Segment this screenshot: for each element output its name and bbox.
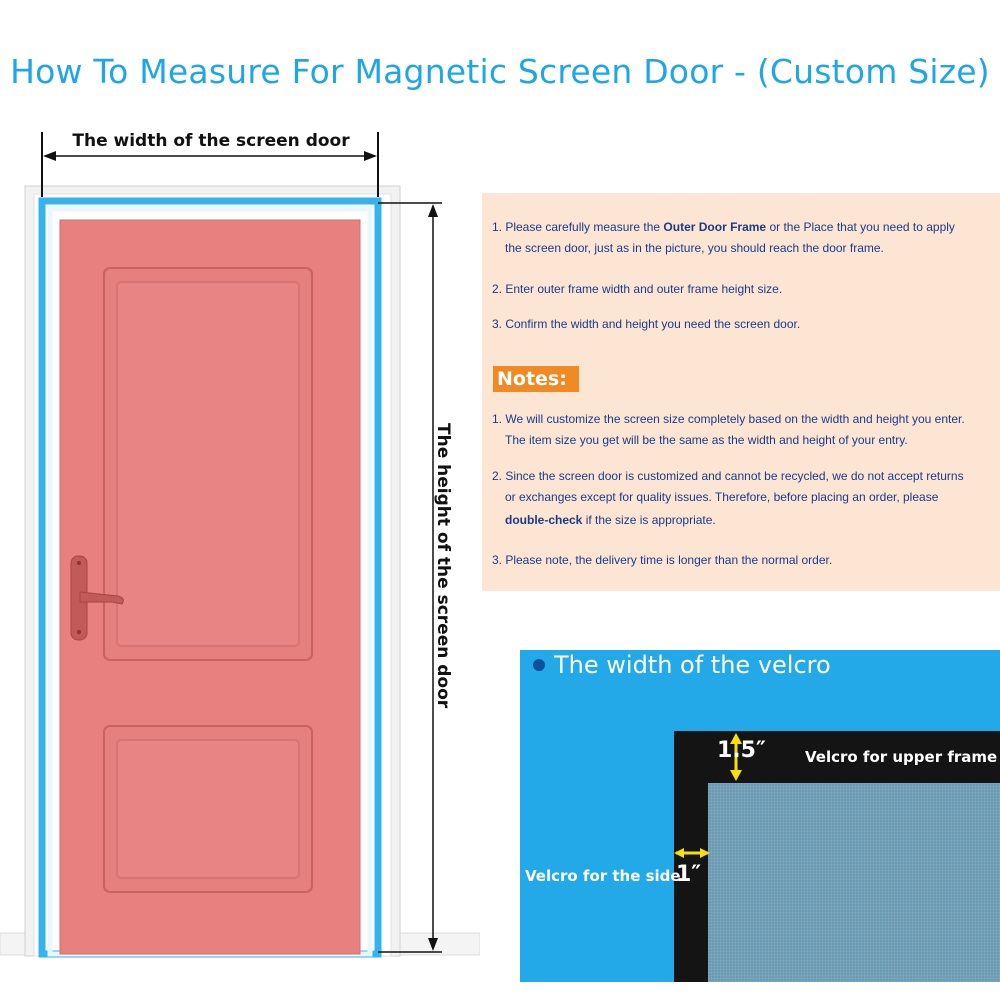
upper-velcro-label: Velcro for upper frame (805, 748, 998, 766)
note-2-line3: double-check if the size is appropriate. (505, 513, 716, 527)
door-lower-panel-inner (117, 740, 299, 878)
velcro-title: The width of the velcro (554, 651, 831, 679)
instructions-panel (482, 193, 1000, 591)
double-check-highlight: double-check (505, 513, 583, 527)
instruction-step-2: 2. Enter outer frame width and outer frame height size. (492, 282, 783, 296)
height-label: The height of the screen door (433, 423, 453, 709)
side-velcro-dimension: 1″ (676, 862, 702, 887)
note-2: 2. Since the screen door is customized and cannot be recycled, we do not accept returns (492, 469, 964, 483)
width-label: The width of the screen door (72, 131, 350, 151)
outer-door-frame-highlight: Outer Door Frame (663, 220, 767, 234)
notes-heading: Notes: (493, 366, 579, 392)
upper-velcro-dimension: 1.5″ (717, 738, 766, 763)
velcro-dimension-arrows (520, 650, 1000, 982)
instruction-step-3: 3. Confirm the width and height you need the screen door. (492, 317, 801, 331)
instruction-step-1: 1. Please carefully measure the Outer Door Frame or the Place that you need to apply (492, 220, 955, 234)
note-1: 1. We will customize the screen size completely based on the width and height you enter. (492, 412, 965, 426)
note-1-line2: The item size you get will be the same as the width and height of your entry. (505, 433, 908, 447)
side-velcro-label: Velcro for the side (525, 867, 681, 885)
door-illustration (0, 100, 480, 970)
door-upper-panel-inner (117, 282, 299, 646)
page-title: How To Measure For Magnetic Screen Door - (Custom Size) (10, 52, 990, 91)
side-velcro-arrow-icon (674, 848, 710, 858)
note-3: 3. Please note, the delivery time is longer than the normal order. (492, 553, 833, 567)
velcro-panel (520, 650, 1000, 982)
instruction-step-1-line2: the screen door, just as in the picture, you should reach the door frame. (505, 241, 884, 255)
note-2-line2: or exchanges except for quality issues. Therefore, before placing an order, please (505, 490, 939, 504)
